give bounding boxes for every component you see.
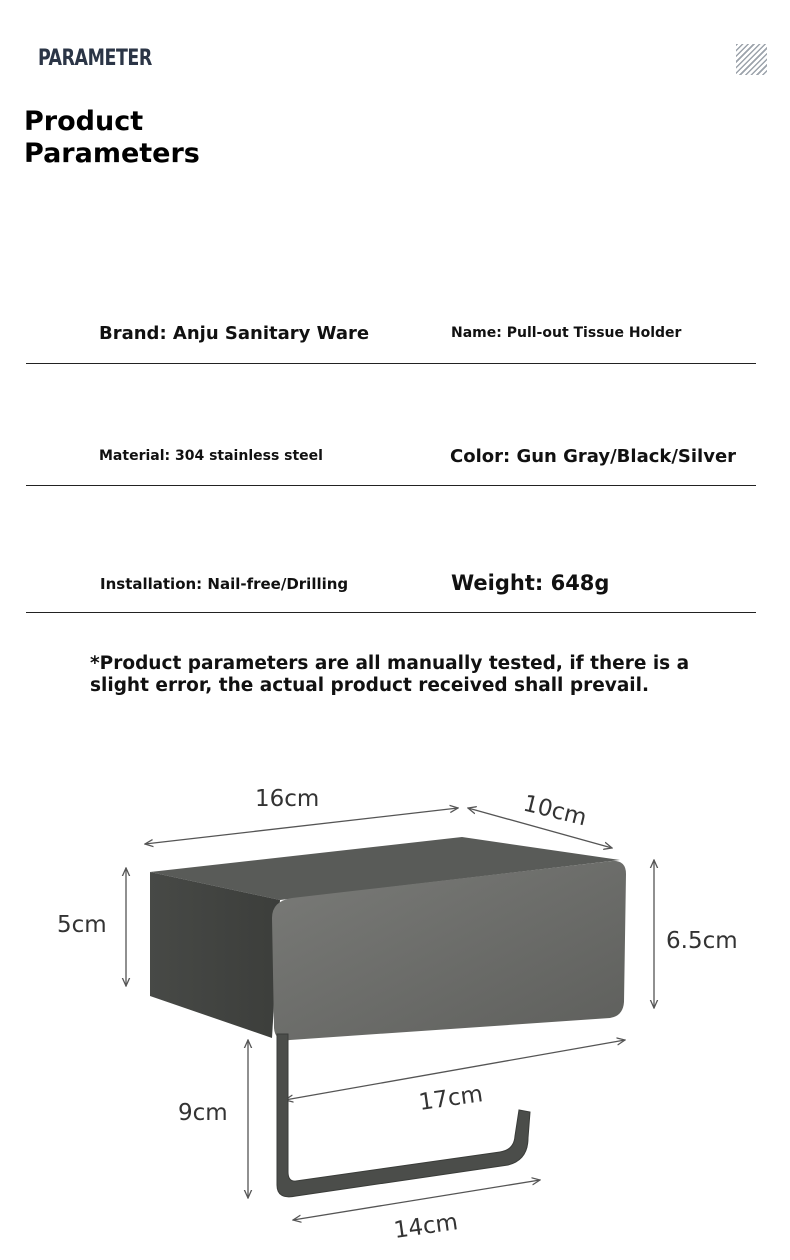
disclaimer-note: *Product parameters are all manually tested, if there is a slight error, the actual product received shall prevail.: [90, 653, 690, 696]
page-title: [24, 106, 200, 170]
param-color: Color: Gun Gray/Black/Silver: [450, 446, 737, 467]
param-name: Name: Pull-out Tissue Holder: [451, 325, 682, 341]
dim-label-length-top: 16cm: [255, 786, 320, 812]
table-divider-3: [26, 612, 756, 613]
product-side: [150, 872, 280, 1038]
dim-label-front-height: 6.5cm: [666, 928, 738, 954]
dim-label-side-height: 5cm: [57, 912, 107, 938]
title-line-2: Parameters: [24, 138, 200, 169]
dim-label-depth: 10cm: [520, 790, 590, 832]
dim-label-bar-length: 17cm: [417, 1081, 485, 1116]
dim-label-bottom-length: 14cm: [392, 1209, 460, 1244]
title-line-1: Product: [24, 106, 144, 137]
paper-holder-arm: [277, 1034, 530, 1197]
table-divider-1: [26, 363, 756, 364]
product-dimension-diagram: [0, 740, 790, 1260]
table-divider-2: [26, 485, 756, 486]
hatch-decoration: [736, 44, 767, 75]
param-brand: Brand: Anju Sanitary Ware: [99, 323, 370, 344]
param-installation: Installation: Nail-free/Drilling: [100, 575, 349, 593]
dim-label-arm-height: 9cm: [178, 1100, 228, 1126]
param-material: Material: 304 stainless steel: [99, 448, 323, 464]
section-tag: PARAMETER: [38, 46, 152, 71]
dim-arrow-length-top: [145, 808, 458, 844]
param-weight: Weight: 648g: [451, 571, 610, 595]
